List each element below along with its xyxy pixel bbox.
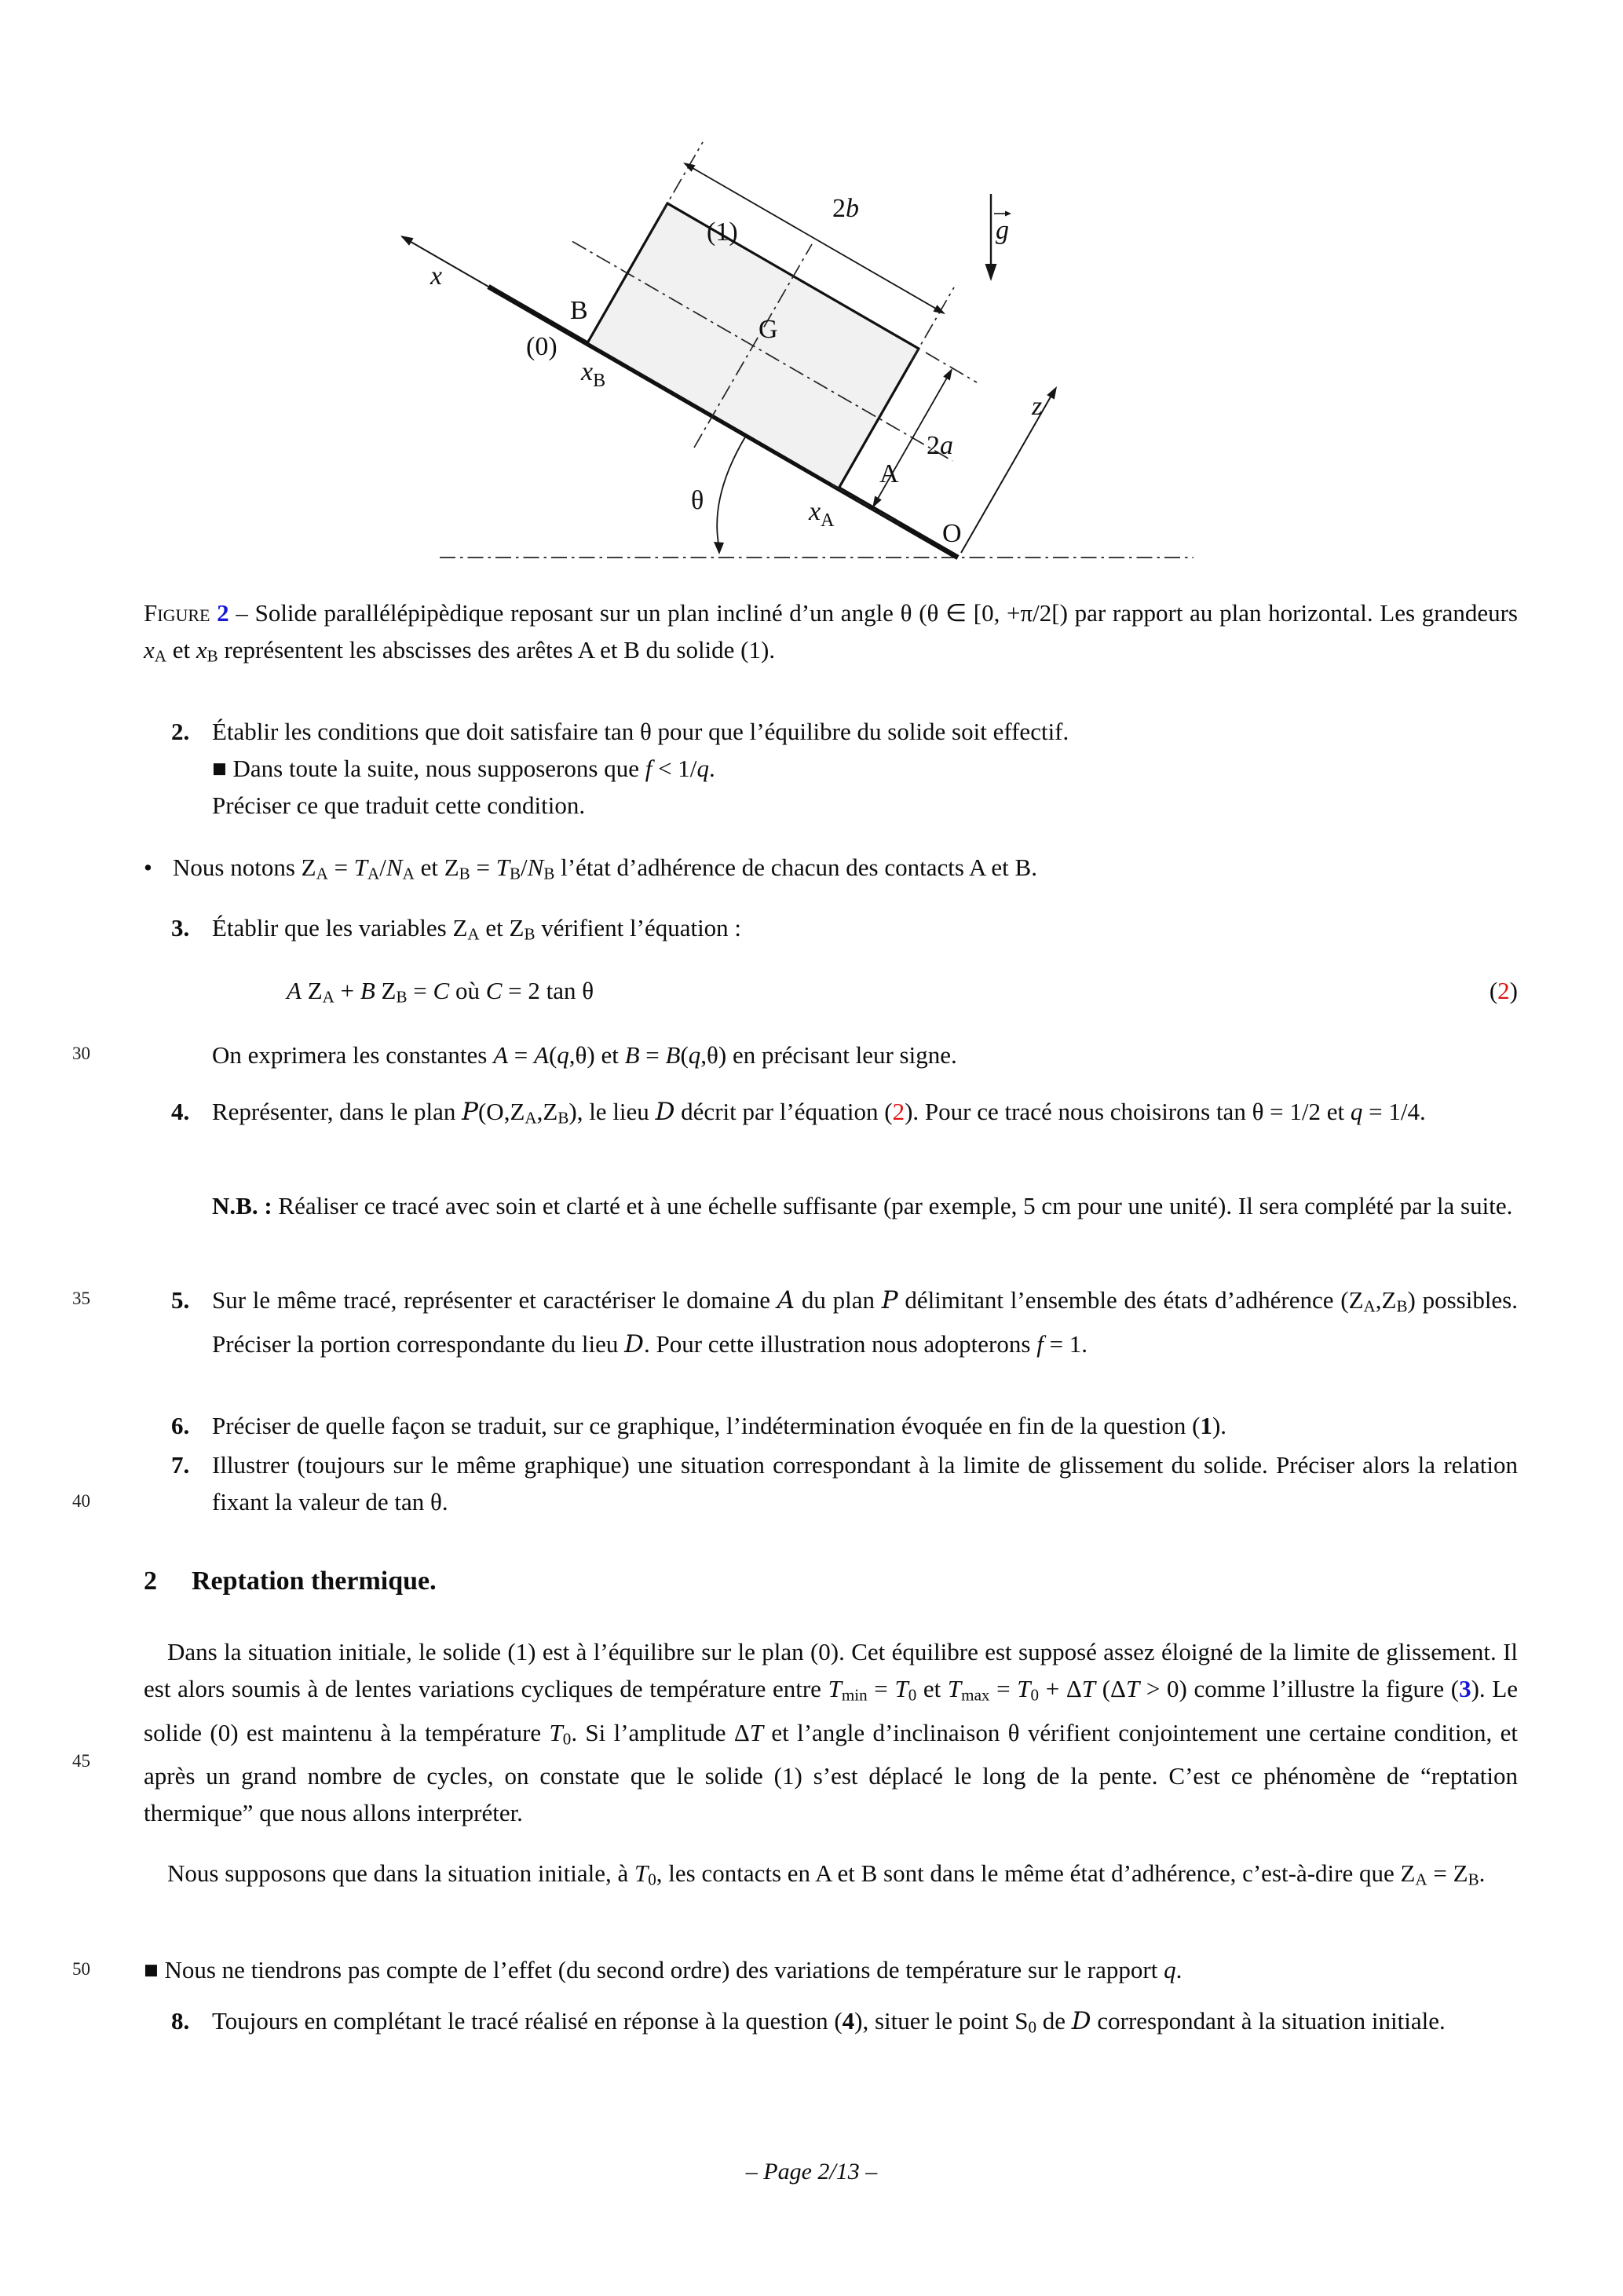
question-2-number: 2. <box>171 718 190 745</box>
question-8-number: 8. <box>171 2007 190 2035</box>
notation-bullet <box>144 849 1518 893</box>
question-5-number: 5. <box>171 1286 190 1314</box>
thickness-dim-arrowhead-top <box>943 368 952 381</box>
label-abscissa-A: $x_A$ <box>809 497 835 531</box>
extension-line-right-lower <box>832 484 903 526</box>
equation-2-row <box>144 972 1518 1016</box>
section-2-number: 2 <box>144 1567 157 1596</box>
paragraph-initial-situation: Dans la situation initiale, le solide (1) est à l’équilibre sur le plan (0). Cet équilibre est supposé assez éloigné de la limite de glissement. Il est alors soumis à de lentes variations cycliques de température entre Tmin = T0 et Tmax = T0 + ΔT (ΔT > 0) comme l’illustre la figure (3). Le solide (0) est maintenu à la température T0. Si l’amplitude ΔT et l’angle d’inclinaison θ vérifient conjointement une certaine condition, et après un grand nombre de cycles, on constate que le solide (1) s’est déplacé le long de la pente. C’est ce phénomène de “reptation thermique” que nous allons interpréter. <box>144 1638 1519 1827</box>
question-4-body: Représenter, dans le plan P(O,ZA,ZB), le lieu D décrit par l’équation (2). Pour ce tracé nous choisirons tan θ = 1/2 et q = 1/4. <box>212 1098 1426 1128</box>
x-axis-arrowhead <box>400 236 414 246</box>
question-3-number: 3. <box>171 914 190 941</box>
question-3 <box>144 909 1518 953</box>
question-2 <box>144 713 1518 824</box>
label-z-axis: z <box>1032 392 1043 421</box>
angle-arc <box>717 436 746 543</box>
diagram-lines <box>400 142 1193 558</box>
margin-line-number-50: 50 <box>72 1959 90 1979</box>
label-edge-B: B <box>570 296 588 325</box>
question-6-number: 6. <box>171 1412 190 1439</box>
question-7-body: Illustrer (toujours sur le même graphique) une situation correspondant à la limite de glissement du solide. Préciser alors la relation fixant la valeur de tan θ. <box>212 1451 1518 1515</box>
label-x-axis: x <box>430 261 443 291</box>
section-2-title: Reptation thermique. <box>192 1567 437 1596</box>
bullet-marker: • <box>144 854 152 881</box>
question-5-body: Sur le même tracé, représenter et caractériser le domaine A du plan P délimitant l’ensemble des états d’adhérence (ZA,ZB) possibles. Préciser la portion correspondante du lieu D. Pour cette illustration nous adopterons f = 1. <box>212 1286 1518 1358</box>
paragraph-second-order-note: ■ Nous ne tiendrons pas compte de l’effet (du second ordre) des variations de température sur le rapport q. <box>144 1956 1183 1983</box>
notation-bullet-text: Nous notons ZA = TA/NA et ZB = TB/NB l’état d’adhérence de chacun des contacts A et B. <box>173 854 1037 883</box>
margin-line-number-30: 30 <box>72 1044 90 1063</box>
question-2-line-2: ■ Dans toute la suite, nous supposerons que f < 1/q. <box>212 755 715 782</box>
extension-line-top-left <box>660 142 703 217</box>
label-origin-O: O <box>942 519 962 548</box>
figure-2-inclined-plane-diagram <box>361 79 1225 581</box>
question-8 <box>144 2002 1518 2046</box>
margin-line-number-40: 40 <box>72 1491 90 1511</box>
paragraph-same-adherence: Nous supposons que dans la situation initiale, à T0, les contacts en A et B sont dans le même état d’adhérence, c’est-à-dire que ZA = ZB. <box>167 1859 1486 1889</box>
z-axis-arrowhead <box>1047 386 1057 400</box>
label-angle-theta: θ <box>691 486 704 515</box>
margin-line-number-35: 35 <box>72 1289 90 1308</box>
equation-2-number: (2) <box>1489 977 1518 1004</box>
label-gravity-vector: g <box>996 216 1009 245</box>
extension-line-right-upper <box>926 353 977 382</box>
question-3-outro: On exprimera les constantes A = A(q,θ) et B = B(q,θ) en précisant leur signe. <box>212 1041 957 1069</box>
nb-note-wrap <box>144 1187 1518 1224</box>
label-plane-0: (0) <box>526 332 557 361</box>
question-3-outro-wrap <box>144 1036 1518 1073</box>
label-abscissa-B: $x_B$ <box>581 357 606 391</box>
gravity-arrowhead <box>985 264 997 281</box>
question-4 <box>144 1093 1518 1137</box>
equation-2: A ZA + B ZB = C où C = 2 tan θ <box>287 977 594 1007</box>
thickness-dim-arrowhead-bottom <box>872 496 882 509</box>
question-7-number: 7. <box>171 1451 190 1479</box>
label-center-G: G <box>758 315 778 344</box>
nb-note: N.B. : Réaliser ce tracé avec soin et clarté et à une échelle suffisante (par exemple, 5 cm pour une unité). Il sera complété par la suite. <box>212 1192 1513 1219</box>
section-2-heading <box>144 1563 1518 1600</box>
question-5 <box>144 1281 1518 1363</box>
label-edge-A: A <box>879 459 899 488</box>
question-2-body <box>212 713 1518 824</box>
question-8-body: Toujours en complétant le tracé réalisé en réponse à la question (4), situer le point S0 de D correspondant à la situation initiale. <box>212 2007 1446 2037</box>
margin-line-number-45: 45 <box>72 1751 90 1771</box>
question-7 <box>144 1446 1518 1520</box>
question-2-line-3: Préciser ce que traduit cette condition. <box>212 792 586 819</box>
question-3-intro: Établir que les variables ZA et ZB vérifient l’équation : <box>212 914 742 944</box>
width-dim-arrowhead-left <box>683 163 696 172</box>
page-footer: – Page 2/13 – <box>745 2159 878 2184</box>
question-6-body: Préciser de quelle façon se traduit, sur ce graphique, l’indétermination évoquée en fin de la question (1). <box>212 1412 1227 1439</box>
question-4-number: 4. <box>171 1098 190 1125</box>
question-2-line-1: Établir les conditions que doit satisfaire tan θ pour que l’équilibre du solide soit effectif. <box>212 718 1069 745</box>
label-solid-1: (1) <box>707 218 738 247</box>
label-dimension-2a: 2a <box>927 431 953 460</box>
x-axis-line <box>402 237 488 287</box>
label-dimension-2b: 2b <box>832 194 859 223</box>
angle-arc-arrowhead <box>714 542 724 554</box>
figure-caption: Figure 2 – Solide parallélépipèdique reposant sur un plan incliné d’un angle θ (θ ∈ [0, +π/2[) par rapport au plan horizontal. Les grandeurs xA et xB représentent les abscisses des arêtes A et B du solide (1). <box>144 599 1518 666</box>
question-6 <box>144 1407 1518 1444</box>
